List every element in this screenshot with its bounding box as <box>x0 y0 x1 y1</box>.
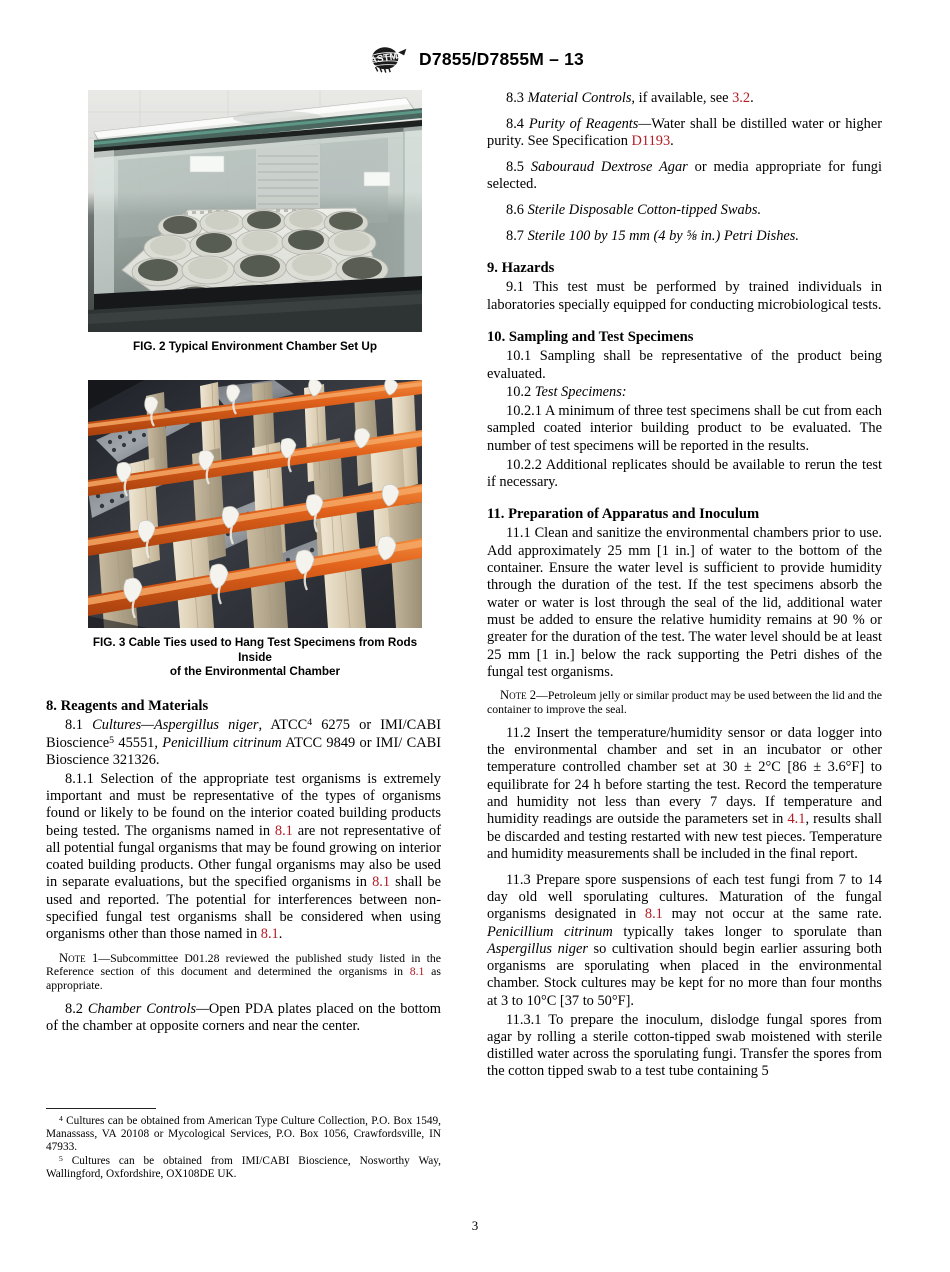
clause-11-3-text-1: Prepare spore suspensions of each test fungi from 7 to 14 day old well sporulating cultures. Maturation of the fungal organisms designated in <box>487 871 882 923</box>
clause-11-3-1-text-1: To prepare the inoculum, dislodge fungal spores from agar by rolling a sterile cotton-tipped swab moistened with sterile distilled water across the sporulating fungi. Transfer the spores from the cotton tipped swab to a test tube containing 5 <box>487 1011 882 1080</box>
clause-8-1-italic-lead: Cultures—Aspergillus niger <box>92 717 259 734</box>
paragraph-11-3-1 <box>487 1012 882 1081</box>
figure-3-caption-line1: FIG. 3 Cable Ties used to Hang Test Specimens from Rods Inside <box>92 636 418 664</box>
page-header <box>0 44 950 74</box>
clause-8-1-text-3: 45551, <box>114 734 163 751</box>
heading-section-11: 11. Preparation of Apparatus and Inoculum <box>487 506 760 523</box>
paragraph-8-7 <box>487 228 882 245</box>
paragraph-10-2 <box>487 384 882 401</box>
clause-10-1-text-1: Sampling shall be representative of the product being evaluated. <box>487 348 882 382</box>
heading-section-8: 8. Reagents and Materials <box>46 698 209 714</box>
clause-8-1-italic-2: Penicillium citrinum <box>162 734 282 751</box>
cross-reference-4-1[interactable]: 4.1 <box>787 811 806 828</box>
clause-8-7-italic-a: Sterile 100 by 15 mm (4 by <box>527 227 687 244</box>
page-number: 3 <box>471 1218 479 1233</box>
clause-9-1-text-1: This test must be performed by trained individuals in laboratories specially equipped for conducting microbiological tests. <box>487 279 882 313</box>
paragraph-8-6 <box>487 202 882 219</box>
svg-text:ASTM: ASTM <box>369 50 399 67</box>
note-1-text-2: as appropriate. <box>46 964 441 992</box>
cross-reference-8-1[interactable]: 8.1 <box>372 874 391 891</box>
figure-3-caption <box>88 636 422 680</box>
clause-number-11-1: 11.1 <box>506 525 531 542</box>
figure-2-photo <box>88 90 422 332</box>
footnote-4-text: Cultures can be obtained from American Type Culture Collection, P.O. Box 1549, Manassass, VA 20108 or Mycological Services, P.O. Box 1056, Crawfordsville, IN 47933. <box>46 1115 441 1154</box>
footnote-4 <box>46 1115 441 1155</box>
figure-3-caption-line2: of the Environmental Chamber <box>169 665 341 678</box>
paragraph-10-1 <box>487 348 882 383</box>
clause-number-9-1: 9.1 <box>506 279 524 296</box>
paragraph-9-1 <box>487 279 882 314</box>
footnote-block <box>46 1108 441 1182</box>
clause-8-4-italic-lead: Purity of Reagents— <box>528 115 652 132</box>
footnote-5 <box>46 1155 441 1181</box>
clause-8-1-1-text-4: . <box>278 926 283 943</box>
clause-8-4-text-2: . <box>670 133 674 150</box>
clause-8-5-text-1: or media appropriate for fungi selected. <box>487 158 882 193</box>
clause-11-2-text-1: Insert the temperature/humidity sensor or data logger into the environmental chamber and set in an incubator or other temperature controlled chamber set at 30 ± 2°C [86 ± 3.6°F] to equilibrate for 24 h before starting the test. Record the temperature and humidity not less than every 7 days. If temperature and humidity readings are outside the parameters set in <box>487 724 882 828</box>
clause-number-11-3-1: 11.3.1 <box>506 1011 542 1028</box>
clause-8-1-1-text-3: shall be used and reported. The potential for interferences between non-specified fungal test organisms shall be considered when using organisms other than those named in <box>46 874 441 943</box>
footnote-marker-4[interactable]: 4 <box>307 717 313 729</box>
clause-8-5-italic-lead: Sabouraud Dextrose Agar <box>530 158 688 175</box>
paragraph-11-3 <box>487 872 882 1010</box>
clause-11-3-text-2: may not occur at the same rate. <box>662 906 882 923</box>
cross-reference-8-1[interactable]: 8.1 <box>260 926 279 943</box>
figure-3-photo <box>88 380 422 628</box>
paragraph-10-2-2 <box>487 457 882 492</box>
note-1-label: Note 1 <box>59 950 99 965</box>
heading-section-10: 10. Sampling and Test Specimens <box>487 328 694 345</box>
note-1 <box>46 952 441 993</box>
clause-number-8-7: 8.7 <box>506 227 524 244</box>
clause-10-2-2-text-1: Additional replicates should be available to rerun the test if necessary. <box>487 456 882 490</box>
paragraph-11-1 <box>487 525 882 681</box>
clause-number-8-4: 8.4 <box>506 115 524 132</box>
clause-number-11-3: 11.3 <box>506 871 531 888</box>
clause-8-6-italic-lead: Sterile Disposable Cotton-tipped Swabs. <box>527 201 762 218</box>
footnote-5-marker: 5 <box>59 1153 63 1163</box>
footnote-rule <box>46 1108 156 1109</box>
note-1-text-1: —Subcommittee D01.28 reviewed the published study listed in the Reference section of this document and determined the organisms in <box>46 950 441 979</box>
clause-number-10-1: 10.1 <box>506 348 532 365</box>
note-2 <box>487 689 882 716</box>
clause-10-2-1-text-1: A minimum of three test specimens shall be cut from each sampled coated interior building product to be evaluated. The number of test specimens will be reported in the results. <box>487 403 882 454</box>
cross-reference-8-1[interactable]: 8.1 <box>274 822 293 839</box>
clause-8-1-1-text-2: are not representative of all potential fungal organisms that may be found growing on interior coated building products. Other fungal organisms may also be used in separate evaluations, but the specified organisms in <box>46 822 441 891</box>
clause-8-3-italic-lead: Material Controls, <box>527 90 636 106</box>
paragraph-10-2-1 <box>487 403 882 455</box>
cross-reference-8-1[interactable]: 8.1 <box>644 906 663 923</box>
cross-reference-8-1[interactable]: 8.1 <box>409 964 425 979</box>
astm-logo <box>366 44 410 74</box>
clause-8-4-text-1: Water shall be distilled water or higher purity. See Specification <box>487 115 882 150</box>
clause-8-3-text-1: if available, see <box>635 90 733 106</box>
clause-8-2-text-1: Open PDA plates placed on the bottom of the chamber at opposite corners and near the center. <box>46 1000 441 1035</box>
paragraph-8-4 <box>487 116 882 151</box>
clause-number-8-3: 8.3 <box>506 90 524 106</box>
footnote-4-marker: 4 <box>59 1113 63 1123</box>
figure-3 <box>88 380 422 680</box>
clause-11-2-text-2: , results shall be discarded and testing restarted with new test pieces. Temperature and humidity measurements shall be included in the final report. <box>487 811 882 862</box>
paragraph-8-5 <box>487 159 882 194</box>
clause-number-8-2: 8.2 <box>65 1000 83 1017</box>
heading-section-9: 9. Hazards <box>487 260 555 277</box>
clause-number-10-2-2: 10.2.2 <box>506 456 542 473</box>
fraction-five-eighths: ⅝ <box>686 227 698 244</box>
cross-reference-3-2[interactable]: 3.2 <box>732 90 751 106</box>
left-column <box>46 698 441 1036</box>
paragraph-8-1 <box>46 717 441 769</box>
right-column <box>487 90 882 1081</box>
footnote-marker-5[interactable]: 5 <box>109 734 115 746</box>
figure-2-caption: FIG. 2 Typical Environment Chamber Set Up <box>133 340 377 353</box>
paragraph-8-3 <box>487 90 882 107</box>
clause-8-1-text-2: 6275 or IMI/CABI Bioscience <box>46 717 441 751</box>
standard-designation: D7855/D7855M – 13 <box>419 48 584 69</box>
clause-8-1-1-text-1: Selection of the appropriate test organisms is extremely important and must be representative of the types of organisms found or likely to be found on the interior coated building products being tested. The organisms named in <box>46 770 441 839</box>
footnote-5-text: Cultures can be obtained from IMI/CABI Bioscience, Nosworthy Way, Wallingford, Oxfordshire, OX108DE UK. <box>46 1155 441 1181</box>
cross-reference-d1193[interactable]: D1193 <box>631 133 671 150</box>
clause-number-10-2: 10.2 <box>506 384 532 401</box>
paragraph-11-2 <box>487 725 882 863</box>
clause-8-1-text-1: , ATCC <box>258 717 308 734</box>
clause-11-3-text-4: so cultivation should begin earlier assuring both organisms are sporulating when placed in the environmental chamber. Stock cultures may be kept for no more than four months at 3 to 10°C [37 to 50°F]. <box>487 940 883 1009</box>
clause-8-2-italic-lead: Chamber Controls— <box>87 1000 209 1017</box>
clause-8-3-text-2: . <box>750 90 754 106</box>
clause-10-2-italic-lead: Test Specimens: <box>534 384 627 401</box>
clause-11-3-italic-2: Aspergillus niger <box>487 940 588 957</box>
clause-number-8-6: 8.6 <box>506 201 524 218</box>
paragraph-8-1-1 <box>46 771 441 944</box>
paragraph-8-2 <box>46 1001 441 1036</box>
clause-11-3-text-3: typically takes longer to sporulate than <box>612 923 882 940</box>
figure-2 <box>88 90 422 355</box>
clause-11-3-italic-1: Penicillium citrinum <box>487 923 613 940</box>
clause-8-1-text-4: ATCC 9849 or IMI/ CABI Bioscience 321326. <box>46 734 441 768</box>
clause-number-11-2: 11.2 <box>506 724 531 741</box>
clause-number-8-1: 8.1 <box>65 717 83 734</box>
note-2-label: Note 2 <box>500 688 537 703</box>
note-2-text-1: —Petroleum jelly or similar product may be used between the lid and the container to improve the seal. <box>487 688 882 716</box>
clause-number-10-2-1: 10.2.1 <box>506 403 542 420</box>
clause-number-8-1-1: 8.1.1 <box>65 770 94 787</box>
clause-number-8-5: 8.5 <box>506 158 524 175</box>
clause-11-1-text-1: Clean and sanitize the environmental chambers prior to use. Add approximately 25 mm [1 in.] of water to the bottom of the container. Ensure the water level is sufficient to provide humidity through the duration of the test. If the test specimens absorb the water or water is lost through the seal of the lid, additional water must be added to ensure the relative humidity remains at 90 % or greater for the duration of the test. The water level should be at least 25 mm [1 in.] below the rack supporting the Petri dishes of the fungal test organisms. <box>487 525 882 680</box>
clause-8-7-italic-b: in.) Petri Dishes. <box>697 227 800 244</box>
